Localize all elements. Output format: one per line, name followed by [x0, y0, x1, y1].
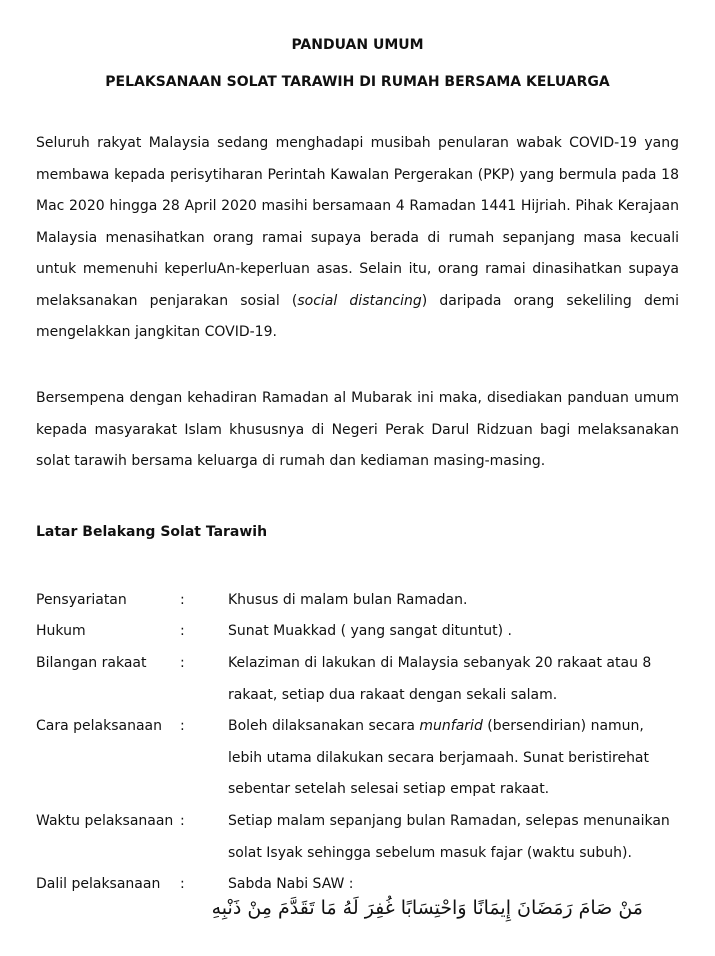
row-value-italic-term: munfarid: [419, 718, 483, 734]
intro-text-part1: Seluruh rakyat Malaysia sedang menghadapi musibah penularan wabak COVID-19 yang membawa kepada perisytiharan Perintah Kawalan Pergerakan (PKP) yang bermula pada 18 Mac 2020 hingga 28 April 2020 masihi bersamaan 4 Ramadan 1441 Hijriah. Pihak Kerajaan Malaysia menasihatkan orang ramai supaya berada di rumah sepanjang masa kecuali untuk memenuhi keperluAn-keperluan asas. Selain itu, orang ramai dinasihatkan supaya melaksanakan penjarakan sosial (: [36, 135, 679, 309]
intro-italic-term: social distancing: [297, 292, 422, 309]
document-title-line1: PANDUAN UMUM: [291, 37, 424, 53]
purpose-paragraph: Bersempena dengan kehadiran Ramadan al Mubarak ini maka, disediakan panduan umum kepada masyarakat Islam khususnya di Negeri Perak Darul Ridzuan bagi melaksanakan solat tarawih bersama keluarga di rumah dan kediaman masing-masing.: [36, 390, 679, 469]
row-label: Hukum: [36, 623, 86, 639]
row-value: Setiap malam sepanjang bulan Ramadan, selepas menunaikan solat Isyak sehingga sebelum masuk fajar (waktu subuh).: [228, 813, 670, 861]
row-colon: :: [180, 813, 185, 829]
row-colon: :: [180, 876, 185, 892]
row-colon: :: [180, 592, 185, 608]
section-heading: Latar Belakang Solat Tarawih: [36, 524, 268, 540]
row-label: Dalil pelaksanaan: [36, 876, 161, 892]
row-colon: :: [180, 655, 185, 671]
row-value-part1: Boleh dilaksanakan secara: [228, 718, 420, 734]
row-colon: :: [180, 718, 185, 734]
row-value: [228, 711, 680, 806]
row-value-part2: (bersendirian) namun, lebih utama dilakukan secara berjamaah. Sunat beristirehat sebentar setelah selesai setiap empat rakaat.: [228, 718, 650, 797]
row-label: Waktu pelaksanaan: [36, 813, 174, 829]
intro-text-part2: ) daripada orang sekeliling demi mengelakkan jangkitan COVID-19.: [36, 292, 679, 340]
row-colon: :: [180, 623, 185, 639]
document-title-line2: PELAKSANAAN SOLAT TARAWIH DI RUMAH BERSAMA KELUARGA: [105, 74, 610, 90]
intro-paragraph: [36, 128, 679, 349]
row-value: Sabda Nabi SAW :: [228, 876, 354, 892]
row-label: Pensyariatan: [36, 592, 127, 608]
row-value: Sunat Muakkad ( yang sangat dituntut) .: [228, 623, 512, 639]
row-value: Khusus di malam bulan Ramadan.: [228, 592, 468, 608]
row-value: Kelaziman di lakukan di Malaysia sebanyak 20 rakaat atau 8 rakaat, setiap dua rakaat dengan sekali salam.: [228, 655, 652, 703]
row-label: Bilangan rakaat: [36, 655, 147, 671]
hadith-arabic-text: مَنْ صَامَ رَمَضَانَ إِيمَانًا وَاحْتِسَابًا غُفِرَ لَهُ مَا تَقَدَّمَ مِنْ ذَنْبِهِ: [211, 897, 643, 919]
row-label: Cara pelaksanaan: [36, 718, 162, 734]
